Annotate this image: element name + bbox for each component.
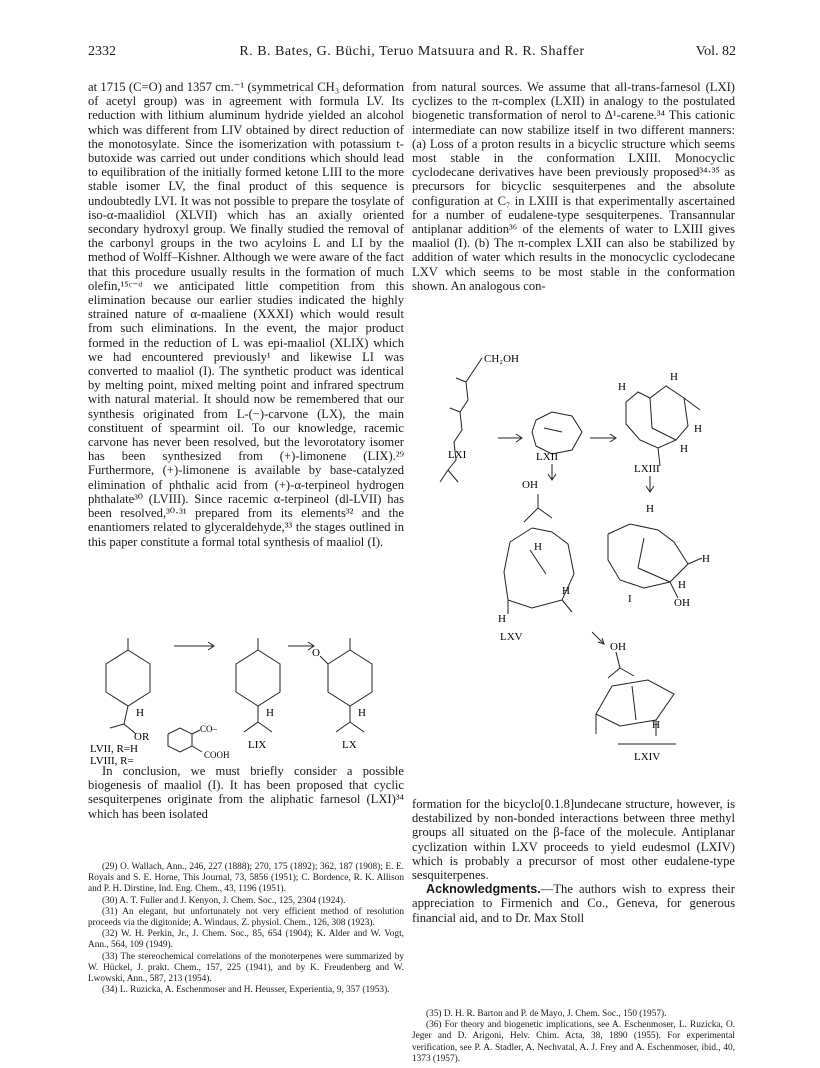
h-label: H [562, 585, 570, 597]
footnote: (29) O. Wallach, Ann., 246, 227 (1888); 270, 175 (1892); 362, 187 (1908); E. E. Royals and S. E. Horne, This Journal, 73, 5856 (1951); C. Bordence, R. K. Allison and P. H. Dirstine, Ind. Eng. Chem., 43, 1196 (1951). [88, 862, 404, 895]
paragraph: at 1715 (C=O) and 1357 cm.⁻¹ (symmetrical CH₃ deformation of acetyl group) was in agreement with formula LV. Its reduction with lithium aluminum hydride yielded an alcohol which was different from LIV obtained by direct reduction of the monotosylate. Since the isomerization with potassium t-butoxide was carried out under conditions which should lead to equilibration of the initially formed ketone LIII to the more stable isomer LV, the final product of this sequence is undoubtedly LVI. It was not possible to prepare the tosylate of iso-α-maalidiol (XLVII) which has an axially oriented secondary hydroxyl group. We finally studied the removal of the carbonyl groups in the two acyloins L and LI by the method of Wolff–Kishner. Although we were aware of the fact that this procedure usually results in the formation of much olefin,¹⁵ᶜ⁻ᵈ we anticipated little competition from this elimination because our earlier studies indicated the highly strained nature of α-maaliene (XXXI) which would result from such eliminations. In the event, the major product formed in the reduction of L was epi-maaliol (XLIX) which we had encountered previously¹ and likewise LI was converted to maaliol (I). The synthetic product was identical by melting point, mixed melting point and infrared spectrum with natural material. It should now be remembered that our synthesis originated from L-(−)-carvone (LX), the main constituent of spearmint oil. To our knowledge, racemic carvone has never been resolved, but the levorotatory isomer has been synthesized from (+)-limonene (LIX).²⁹ Furthermore, (+)-limonene is available by base-catalyzed elimination of phthalic acid from (+)-α-terpineol hydrogen phthalate³⁰ (LVIII). Since racemic α-terpineol (dl-LVII) has been resolved,³⁰·³¹ prepared from its elements³² and the enantiomers related to glyceraldehyde,³³ the stages outlined in this paper constitute a formal total synthesis of maaliol (I). [88, 80, 404, 549]
h-label: H [694, 423, 702, 435]
cooh-label: COOH [204, 750, 230, 760]
footnotes-right [412, 1009, 735, 1065]
paragraph: formation for the bicyclo[0.1.8]undecane structure, however, is destabilized by non-bonded interactions between three methyl groups all situated on the β-face of the molecule. Antiplanar cyclization within LXV proceeds to yield eudesmol (LXIV) which is probably a precursor of most other eudalene-type sesquiterpenes. [412, 797, 735, 883]
h-label: H [618, 381, 626, 393]
running-title: R. B. Bates, G. Büchi, Teruo Matsuura and R. R. Shaffer [239, 44, 585, 59]
footnotes-left [88, 862, 404, 996]
paragraph: In conclusion, we must briefly consider a possible biogenesis of maaliol (I). It has been proposed that cyclic sesquiterpenes originate from the aliphatic farnesol (LXI)³⁴ which has been isolated [88, 764, 404, 821]
page-number: 2332 [88, 44, 116, 59]
h-label: H [266, 707, 274, 719]
footnote: (31) An elegant, but unfortunately not very efficient method of resolution proceeds via the digitonide; A. Windaus, Z. physiol. Chem., 126, 308 (1923). [88, 906, 404, 929]
footnote: (33) The stereochemical correlations of the monoterpenes were summarized by W. Hückel, J. prakt. Chem., 157, 225 (1941), and by K. Freudenberg and W. Lwowski, Ann., 587, 213 (1954). [88, 951, 404, 985]
running-header [88, 44, 736, 64]
acknowledgments-heading: Acknowledgments. [426, 882, 541, 897]
h-label: H [646, 503, 654, 515]
footnote: (34) L. Ruzicka, A. Eschenmoser and H. Heusser, Experientia, 9, 357 (1953). [102, 985, 390, 996]
right-column-body [412, 80, 735, 293]
scheme-biogenesis [412, 342, 735, 794]
footnote: (36) For theory and biogenetic implications, see A. Eschenmoser, L. Ruzicka, O. Jeger and D. Arigoni, Helv. Chim. Acta, 38, 1890 (1955). For experimental verification, see P. A. Stadler, A. Nechvatal, A. J. Frey and A. Eschenmoser, ibid., 40, 1373 (1957). [412, 1020, 735, 1064]
compound-label-lviii: LVIII, R= [90, 755, 134, 767]
footnote: (32) W. H. Perkin, Jr., J. Chem. Soc., 85, 654 (1904); K. Alder and W. Vogt, Ann., 564, 109 (1949). [88, 929, 404, 951]
compound-label-lxiii: LXIII [634, 463, 660, 475]
compound-label-i: I [628, 593, 632, 605]
compound-label-lxv: LXV [500, 631, 523, 643]
compound-label-lxi: LXI [448, 449, 467, 461]
right-column-conclusion [412, 797, 735, 925]
compound-label-lvii: LVII, R=H [90, 743, 138, 755]
h-label: H [358, 707, 366, 719]
compound-label-lxiv: LXIV [634, 751, 661, 763]
paragraph: from natural sources. We assume that all-trans-farnesol (LXI) cyclizes to the π-complex (LXII) in analogy to the postulated biogenetic transformation of nerol to Δ¹-carene.³⁴ This cationic intermediate can now stabilize itself in two different manners: (a) Loss of a proton results in a bicyclic structure which seems most stable in the conformation LXIII. Monocyclic cyclodecane derivatives have been previously proposed³⁴·³⁵ as precursors for bicyclic sesquiterpenes and the absolute configuration at C₇ in LXIII is that experimentally ascertained for a number of eudalene-type sesquiterpenes. Transannular antiplanar addition³⁶ of the elements of water to LXIII gives maaliol (I). (b) The π-complex LXII can also be stabilized by addition of water which results in the monocyclic cyclodecane LXV which seems to be most stable in the conformation shown. An analogous con- [412, 80, 735, 293]
h-label: H [702, 553, 710, 565]
acknowledgments [412, 882, 735, 925]
h-label: H [670, 371, 678, 383]
h-label: H [652, 719, 660, 731]
ch2oh-label: CH₂OH [484, 353, 520, 365]
left-column-body [88, 80, 404, 549]
compound-label-lix: LIX [248, 739, 267, 751]
or-label: OR [134, 731, 150, 743]
oh-label: OH [674, 597, 690, 609]
h-label: H [680, 443, 688, 455]
footnote: (35) D. H. R. Barton and P. de Mayo, J. Chem. Soc., 150 (1957). [426, 1009, 667, 1019]
compound-label-lxii: LXII [536, 451, 558, 463]
oh-label: OH [522, 479, 538, 491]
h-label: H [498, 613, 506, 625]
h-label: H [678, 579, 686, 591]
h-label: H [534, 541, 542, 553]
oh-label: OH [610, 641, 626, 653]
compound-label-lx: LX [342, 739, 357, 751]
acknowledgments-text: —The authors wish to express their appreciation to Firmenich and Co., Geneva, for generous financial aid, and to Dr. Max Stoll [412, 882, 735, 925]
left-column-conclusion [88, 764, 404, 821]
oxygen-label: O [312, 647, 320, 659]
h-label: H [136, 707, 144, 719]
footnote: (30) A. T. Fuller and J. Kenyon, J. Chem. Soc., 125, 2304 (1924). [102, 895, 346, 906]
co-label: CO– [200, 724, 218, 734]
scheme-terpineol-limonene-carvone [88, 636, 404, 767]
volume-label: Vol. 82 [695, 44, 736, 59]
